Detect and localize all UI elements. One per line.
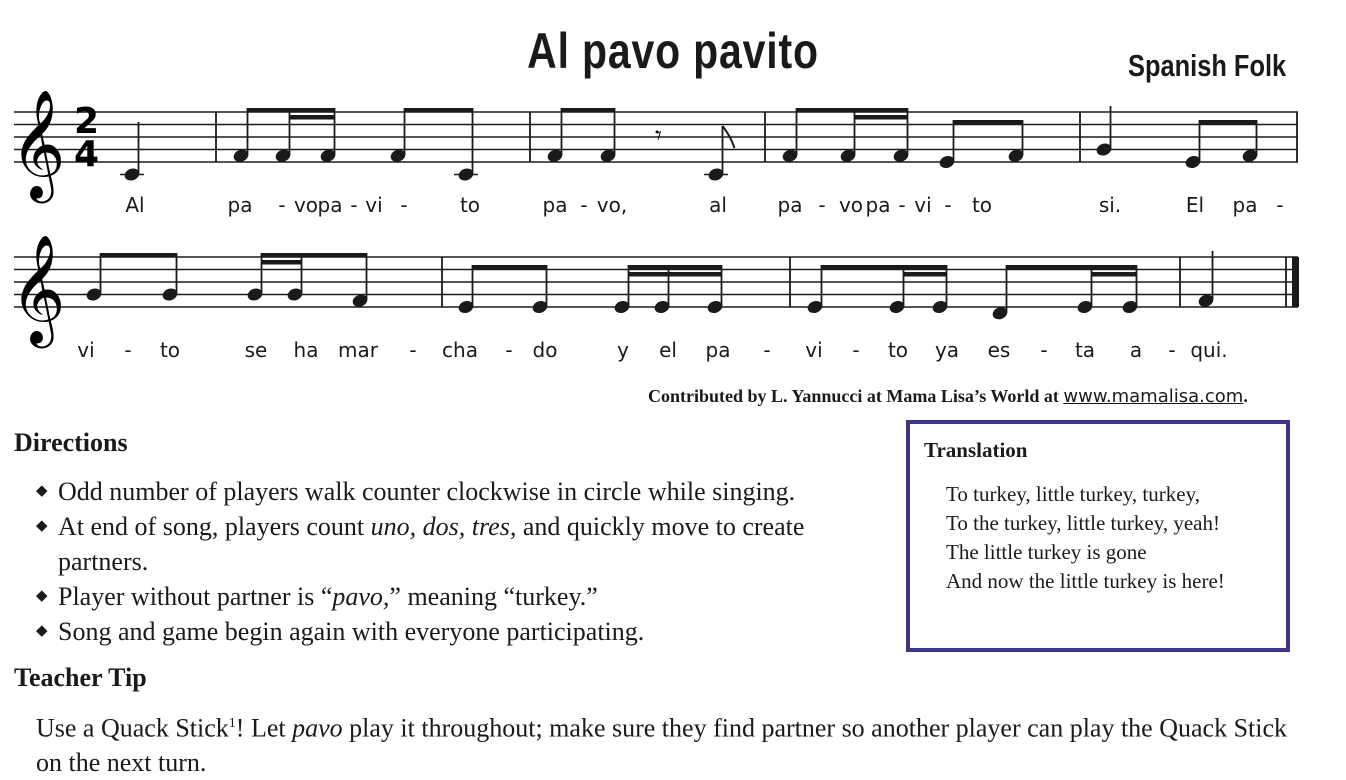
lyric-syllable: mar (338, 338, 378, 362)
lyric-hyphen: - (409, 338, 417, 362)
lyric-hyphen: - (1168, 338, 1176, 362)
lyric-syllable: ha (293, 338, 319, 362)
lyric-hyphen: - (763, 338, 771, 362)
diamond-bullet-icon: ◆ (36, 518, 48, 534)
sixteenth-beam (290, 115, 335, 120)
lyric-syllable: pa (317, 193, 343, 217)
lyric-syllable: do (532, 338, 558, 362)
beam (101, 253, 177, 258)
lyric-hyphen: - (580, 193, 588, 217)
clefs (10, 90, 99, 348)
lyric-hyphen: - (852, 338, 860, 362)
lyrics-line-1 (125, 193, 1283, 217)
lyric-hyphen: - (278, 193, 286, 217)
lyric-syllable: ya (934, 338, 960, 362)
lyric-hyphen: - (898, 193, 906, 217)
footnote-marker: 1 (228, 716, 236, 731)
credit-text: Contributed by L. Yannucci at Mama Lisa’s World at (648, 386, 1064, 406)
credit-line (648, 386, 1248, 407)
beam (248, 108, 335, 113)
lyric-syllable: ta (1074, 338, 1096, 362)
beam (1007, 265, 1137, 270)
lyric-syllable: al (709, 193, 727, 217)
lyric-syllable: Al (125, 193, 145, 217)
diamond-bullet-icon: ◆ (36, 588, 48, 604)
credit-link[interactable]: www.mamalisa.com (1063, 386, 1244, 407)
teacher-tip-text (36, 707, 1296, 780)
sixteenth-beam (262, 260, 302, 265)
lyric-syllable: si. (1098, 193, 1122, 217)
beam (473, 265, 547, 270)
lyric-syllable: pa (865, 193, 891, 217)
beam (262, 253, 367, 258)
beam (629, 265, 722, 270)
time-signature-top: 2 (74, 101, 100, 142)
lyric-hyphen: - (944, 193, 952, 217)
lyric-hyphen: - (400, 193, 408, 217)
translation-line: To the turkey, little turkey, yeah! (946, 511, 1220, 535)
beam (822, 265, 947, 270)
tip-text-emphasis: pavo (292, 713, 343, 743)
beam (797, 108, 908, 113)
lyric-hyphen: - (124, 338, 132, 362)
lyric-syllable: vi (365, 193, 383, 217)
lyric-syllable: cha (442, 338, 478, 362)
lyric-syllable: to (971, 193, 993, 217)
song-origin: Spanish Folk (1128, 48, 1287, 83)
diamond-bullet-icon: ◆ (36, 483, 48, 499)
sixteenth-beam (855, 115, 908, 120)
lyric-syllable: y (617, 338, 629, 362)
sixteenth-beam (629, 272, 722, 277)
lyric-syllable: vi (805, 338, 823, 362)
lyric-syllable: to (887, 338, 909, 362)
teacher-tip-heading: Teacher Tip (14, 663, 147, 692)
translation-line: To turkey, little turkey, turkey, (946, 482, 1200, 506)
final-bar-line (1292, 257, 1299, 307)
tip-text-mid: ! Let (235, 713, 293, 743)
direction-item: ◆ At end of song, players count uno, dos, tres, and quickly move to create partners. (36, 509, 886, 579)
tip-text-end: play it throughout; make sure they find partner so another player can play the Quack Stick on the next turn. (36, 713, 1288, 777)
time-signature-bottom: 4 (74, 134, 100, 175)
translation-box (906, 420, 1290, 652)
beam (1200, 120, 1257, 125)
lyric-syllable: vo (293, 193, 319, 217)
lyrics-line-2 (77, 338, 1227, 362)
lyric-syllable: a (1129, 338, 1143, 362)
lyric-syllable: el (659, 338, 677, 362)
direction-item: ◆ Player without partner is “pavo,” meaning “turkey.” (36, 579, 886, 614)
lyric-syllable: pa (1232, 193, 1258, 217)
translation-text (946, 480, 1256, 596)
lyric-syllable: vo, (596, 193, 628, 217)
lyric-syllable: es (987, 338, 1011, 362)
directions-heading: Directions (14, 428, 128, 457)
lyric-syllable: vi (914, 193, 932, 217)
sixteenth-beam (904, 272, 947, 277)
tip-text-start: Use a Quack Stick (36, 713, 229, 743)
song-title: Al pavo pavito (527, 23, 819, 79)
lyric-syllable: se (244, 338, 268, 362)
staff-line-2 (14, 257, 1299, 307)
treble-clef-icon: 𝄞 (10, 90, 66, 199)
sheet-music (0, 0, 1346, 380)
directions-list (36, 474, 886, 649)
lyric-syllable: to (459, 193, 481, 217)
diamond-bullet-icon: ◆ (36, 623, 48, 639)
beam (405, 108, 473, 113)
credit-end: . (1243, 386, 1248, 406)
beam (562, 108, 615, 113)
lyric-syllable: vo (838, 193, 864, 217)
lyric-hyphen: - (505, 338, 513, 362)
lyric-syllable: qui. (1190, 338, 1228, 362)
sixteenth-beam (1092, 272, 1137, 277)
treble-clef-icon: 𝄞 (10, 235, 66, 344)
translation-line: And now the little turkey is here! (946, 569, 1225, 593)
lyric-syllable: pa (777, 193, 803, 217)
lyric-syllable: pa (705, 338, 731, 362)
lyric-hyphen: - (818, 193, 826, 217)
lyric-syllable: pa (227, 193, 253, 217)
lyric-hyphen: - (1276, 193, 1284, 217)
eighth-rest-icon: 𝄾 (655, 121, 662, 151)
lyric-syllable: vi (77, 338, 95, 362)
beam (954, 120, 1023, 125)
lyric-hyphen: - (350, 193, 358, 217)
lyric-hyphen: - (1040, 338, 1048, 362)
lyric-syllable: pa (542, 193, 568, 217)
lyric-syllable: El (1185, 193, 1205, 217)
translation-line: The little turkey is gone (946, 540, 1147, 564)
direction-item: ◆ Song and game begin again with everyone participating. (36, 614, 886, 649)
translation-heading: Translation (924, 438, 1028, 462)
notes (85, 106, 1259, 321)
lyric-syllable: to (159, 338, 181, 362)
direction-item: ◆ Odd number of players walk counter clockwise in circle while singing. (36, 474, 886, 509)
